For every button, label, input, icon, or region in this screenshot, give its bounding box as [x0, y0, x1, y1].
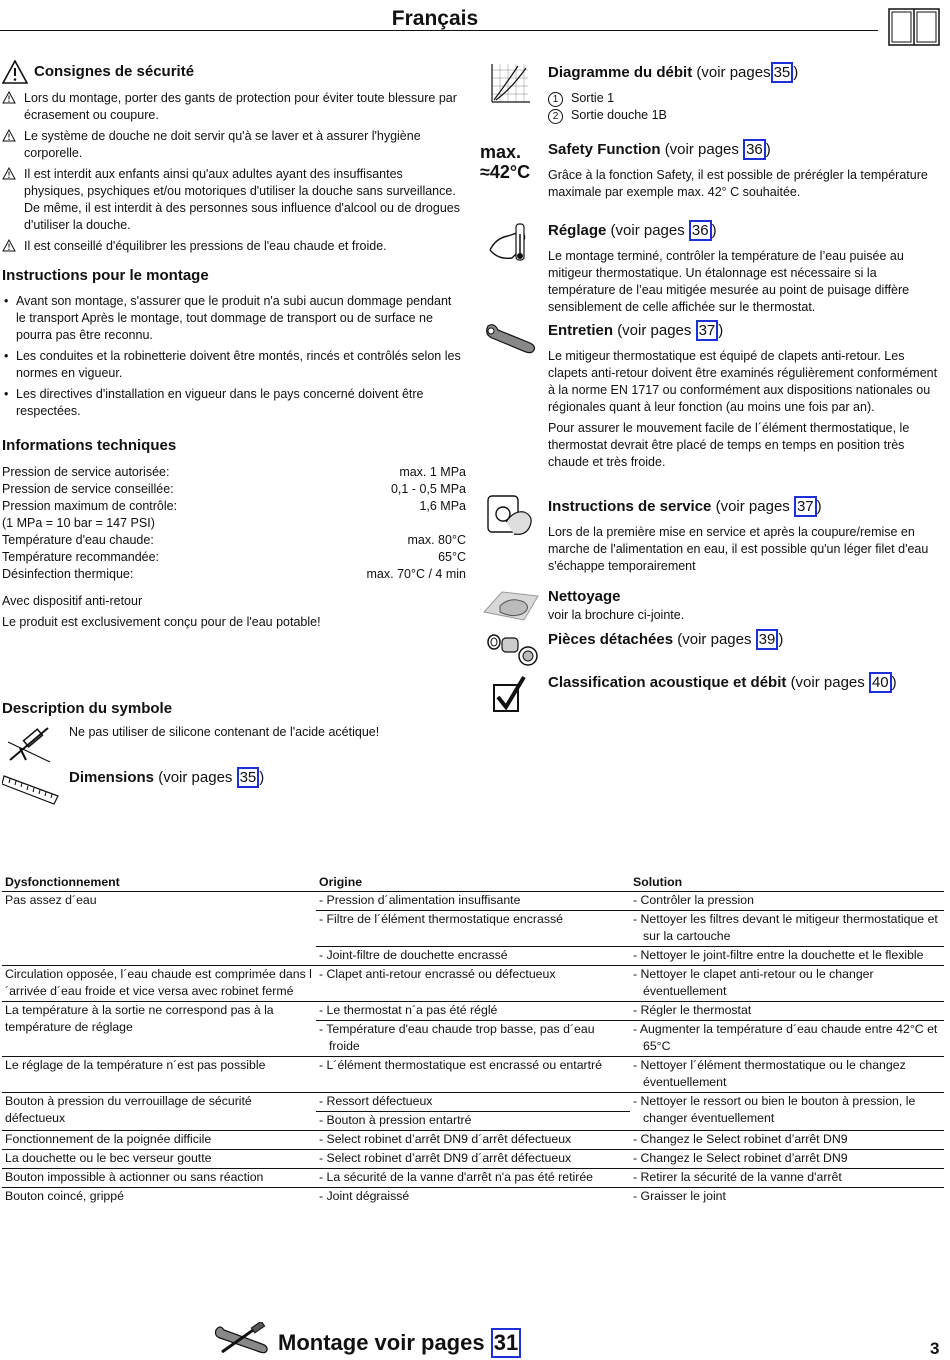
service-page-link[interactable]: 37 — [794, 496, 817, 517]
thermometer-hand-icon — [486, 220, 534, 266]
dimensions-page-link[interactable]: 35 — [237, 767, 260, 788]
wrench-icon — [482, 318, 538, 358]
origin-cell: - Filtre de l´élément thermostatique encrassé — [316, 911, 630, 947]
cloth-icon — [480, 586, 542, 622]
safety-fn-ref: (voir pages — [664, 141, 739, 158]
solution-cell: - Contrôler la pression — [630, 892, 944, 911]
safety-item — [2, 238, 464, 255]
mounting-section — [2, 266, 464, 424]
header-problem: Dysfonctionnement — [2, 874, 316, 892]
reglage-title: Réglage — [548, 222, 607, 239]
legend-label: Sortie 1 — [571, 91, 615, 105]
footer-mounting-title — [278, 1328, 521, 1358]
small-warning-icon — [2, 129, 16, 142]
tech-row — [2, 481, 466, 498]
mounting-title: Instructions pour le montage — [2, 267, 209, 284]
tech-value: max. 70°C / 4 min — [366, 567, 466, 581]
safety-fn-page-link[interactable]: 36 — [743, 139, 766, 160]
table-row — [2, 1188, 944, 1207]
silicone-gun-icon — [6, 722, 52, 764]
tech-label: Pression de service conseillée: — [2, 482, 174, 496]
reglage-page-link[interactable]: 36 — [689, 220, 712, 241]
entretien-text: Pour assurer le mouvement facile de l´élément thermostatique, le thermostat devrait être placé de temps en temps en position très chaude et très froide. — [548, 421, 910, 469]
mounting-item: • Les conduites et la robinetterie doivent être montés, rincés et contrôlés selon les normes en vigueur. — [2, 348, 464, 382]
solution-cell: - Changez le Select robinet d’arrêt DN9 — [630, 1131, 944, 1150]
reglage-text: Le montage terminé, contrôler la température de l’eau puisée au mitigeur thermostatique. Un étalonnage est nécessaire si la température de l’eau mitigée mesurée au point de puisage diffère sensiblement de celle affichée sur le thermostat. — [548, 249, 910, 314]
table-row — [2, 966, 944, 1002]
max-temp-line1: max. — [480, 142, 522, 162]
solution-cell: - Augmenter la température d´eau chaude entre 42°C et 65°C — [630, 1021, 944, 1057]
ruler-icon — [2, 770, 60, 806]
legend-label: Sortie douche 1B — [571, 108, 667, 122]
entretien-title: Entretien — [548, 322, 614, 339]
parts-ref: (voir pages — [677, 631, 752, 648]
header-rule — [0, 30, 878, 31]
service-section — [548, 496, 944, 575]
problem-cell: Circulation opposée, l´eau chaude est comprimée dans l´arrivée d´eau froide et vice versa avec robinet fermé — [2, 966, 316, 1002]
tap-hand-icon — [484, 492, 538, 540]
mounting-item: • Les directives d'installation en vigueur dans le pays concerné doivent être respectées. — [2, 386, 464, 420]
safety-function-section — [548, 139, 944, 201]
tech-note: Avec dispositif anti-retour — [2, 594, 143, 608]
legend-number: 1 — [548, 92, 563, 107]
safety-text: Il est interdit aux enfants ainsi qu'aux adultes ayant des insuffisantes physiques, psychiques et/ou motoriques d'utiliser la douche sans surveillance. De même, il est interdit à des personnes sous influence d'alcool ou de drogues d'utiliser la douche. — [24, 167, 460, 232]
solution-cell: - Graisser le joint — [633, 1189, 726, 1203]
ref-close: ) — [765, 141, 771, 158]
tech-label: Température d'eau chaude: — [2, 533, 154, 547]
safety-item — [2, 90, 464, 124]
checkbox-icon — [492, 675, 526, 713]
small-warning-icon — [2, 91, 16, 104]
solution-cell: - Retirer la sécurité de la vanne d'arrêt — [630, 1169, 944, 1188]
origin-cell: - Select robinet d’arrêt DN9 d´arrêt défectueux — [316, 1150, 630, 1169]
entretien-ref: (voir pages — [617, 322, 692, 339]
problem-cell: Le réglage de la température n´est pas possible — [2, 1057, 316, 1093]
reglage-section — [548, 220, 944, 316]
legend-number: 2 — [548, 109, 563, 124]
safety-fn-title: Safety Function — [548, 141, 661, 158]
safety-title: Consignes de sécurité — [34, 63, 195, 80]
problem-cell: Bouton coincé, grippé — [5, 1189, 124, 1203]
table-row — [2, 1169, 944, 1188]
origin-cell: - Bouton à pression entartré — [316, 1112, 630, 1131]
origin-cell: - Clapet anti-retour encrassé ou défectueux — [316, 966, 630, 1002]
solution-cell: - Nettoyer le joint-filtre entre la douchette et le flexible — [630, 947, 944, 966]
tech-row — [2, 498, 466, 515]
problem-cell: Bouton à pression du verrouillage de sécurité défectueux — [2, 1093, 316, 1131]
spare-parts-icon — [484, 628, 540, 668]
tech-value: 65°C — [438, 550, 466, 564]
safety-item — [2, 166, 464, 234]
safety-item — [2, 128, 464, 162]
dimensions-ref: (voir pages — [158, 769, 233, 786]
tech-note: Le produit est exclusivement conçu pour de l'eau potable! — [2, 615, 321, 629]
tech-row — [2, 532, 466, 549]
acoustic-ref: (voir pages — [790, 674, 865, 691]
flow-legend-2 — [548, 107, 944, 124]
origin-cell: - La sécurité de la vanne d'arrêt n'a pas été retirée — [316, 1169, 630, 1188]
solution-cell: - Régler le thermostat — [630, 1002, 944, 1021]
troubleshooting-table — [2, 874, 944, 1206]
page-number: 3 — [930, 1339, 940, 1358]
tech-label: Pression maximum de contrôle: — [2, 499, 178, 513]
symbol-text: Ne pas utiliser de silicone contenant de l'acide acétique! — [69, 725, 380, 739]
footer-page-link[interactable]: 31 — [491, 1328, 521, 1358]
footer-text: Montage voir pages — [278, 1330, 485, 1355]
symbol-section — [2, 699, 172, 719]
origin-cell: - Joint-filtre de douchette encrassé — [316, 947, 630, 966]
tools-icon — [212, 1322, 270, 1358]
solution-cell: - Nettoyer les filtres devant le mitigeur thermostatique et sur la cartouche — [630, 911, 944, 947]
dimensions-title: Dimensions — [69, 769, 155, 786]
flow-legend-1 — [548, 90, 944, 107]
cleaning-section — [548, 587, 944, 624]
problem-cell: Bouton impossible à actionner ou sans réaction — [2, 1169, 316, 1188]
header-origin: Origine — [316, 874, 630, 892]
origin-cell: - Le thermostat n´a pas été réglé — [316, 1002, 630, 1021]
problem-cell: Fonctionnement de la poignée difficile — [2, 1131, 316, 1150]
flow-ref: (voir pages — [696, 64, 771, 81]
small-warning-icon — [2, 239, 16, 252]
technical-title: Informations techniques — [2, 437, 177, 454]
solution-cell: - Nettoyer le clapet anti-retour ou le changer éventuellement — [630, 966, 944, 1002]
page-language-title: Français — [391, 7, 479, 30]
small-warning-icon — [2, 167, 16, 180]
ref-close: ) — [718, 322, 724, 339]
tech-row — [2, 549, 466, 566]
origin-cell: - Pression d´alimentation insuffisante — [316, 892, 630, 911]
table-row — [2, 1093, 944, 1112]
origin-cell: - L´élément thermostatique est encrassé ou entartré — [316, 1057, 630, 1093]
safety-fn-text: Grâce à la fonction Safety, il est possible de prérégler la température maximale par exemple max. 42° C souhaitée. — [548, 168, 928, 199]
origin-cell: - Température d'eau chaude trop basse, pas d´eau froide — [316, 1021, 630, 1057]
solution-cell: - Changez le Select robinet d’arrêt DN9 — [630, 1150, 944, 1169]
reglage-ref: (voir pages — [610, 222, 685, 239]
tech-value: 1,6 MPa — [419, 499, 466, 513]
max-temp-line2: ≈42°C — [480, 162, 531, 182]
origin-cell: - Joint dégraissé — [319, 1189, 410, 1203]
mounting-item: • Avant son montage, s'assurer que le produit n'a subi aucun dommage pendant le transport Après le montage, tout dommage de transport ou de surface ne pourra pas être reconnu. — [2, 293, 464, 344]
cleaning-title: Nettoyage — [548, 588, 621, 605]
ref-close: ) — [816, 498, 822, 515]
dimensions-section — [69, 767, 264, 788]
parts-title: Pièces détachées — [548, 631, 674, 648]
parts-page-link[interactable]: 39 — [756, 629, 779, 650]
problem-cell: Pas assez d´eau — [2, 892, 316, 966]
origin-cell: - Select robinet d’arrêt DN9 d´arrêt défectueux — [316, 1131, 630, 1150]
ref-close: ) — [793, 64, 799, 81]
tech-row — [2, 464, 466, 481]
entretien-page-link[interactable]: 37 — [696, 320, 719, 341]
header-solution: Solution — [630, 874, 944, 892]
tech-row — [2, 566, 466, 583]
flow-chart-icon — [488, 62, 532, 106]
warning-icon — [2, 60, 28, 84]
entretien-section — [548, 320, 944, 471]
acoustic-page-link[interactable]: 40 — [869, 672, 892, 693]
tech-value: max. 80°C — [407, 533, 466, 547]
flow-title: Diagramme du débit — [548, 64, 693, 81]
safety-text: Il est conseillé d'équilibrer les pressions de l'eau chaude et froide. — [24, 239, 387, 253]
technical-section — [2, 436, 466, 631]
table-row — [2, 1002, 944, 1021]
safety-section — [2, 60, 464, 259]
table-row — [2, 1057, 944, 1093]
ref-close: ) — [711, 222, 717, 239]
max-temp-icon — [480, 142, 530, 182]
cleaning-text: voir la brochure ci-jointe. — [548, 608, 685, 622]
safety-text: Lors du montage, porter des gants de protection pour éviter toute blessure par écrasement ou coupure. — [24, 91, 457, 122]
problem-cell: La douchette ou le bec verseur goutte — [2, 1150, 316, 1169]
tech-value: 0,1 - 0,5 MPa — [390, 482, 466, 496]
solution-cell: - Nettoyer le ressort ou bien le bouton à pression, le changer éventuellement — [630, 1093, 944, 1131]
table-header-row — [2, 874, 944, 892]
table-row — [2, 892, 944, 911]
flow-page-link[interactable]: 35 — [771, 62, 794, 83]
flow-section — [548, 62, 944, 124]
tech-label: Pression de service autorisée: — [2, 465, 170, 479]
table-row — [2, 1150, 944, 1169]
solution-cell: - Nettoyer l´élément thermostatique ou le changez éventuellement — [630, 1057, 944, 1093]
table-row — [2, 1131, 944, 1150]
entretien-text: Le mitigeur thermostatique est équipé de clapets anti-retour. Les clapets anti-retour doivent être examinés régulièrement conformément à la norme EN 1717 ou conformément aux dispositions nationales ou régionales quant à leur fonction (au moins une fois par an). — [548, 349, 938, 414]
ref-close: ) — [259, 769, 265, 786]
ref-close: ) — [778, 631, 784, 648]
service-text: Lors de la première mise en service et après la coupure/remise en marche de l'alimentation en eau, il est possible qu'un léger filet d'eau s'échappe temporairement — [548, 525, 929, 573]
service-ref: (voir pages — [715, 498, 790, 515]
parts-section — [548, 629, 944, 650]
origin-cell: - Ressort défectueux — [316, 1093, 630, 1112]
tech-label: Température recommandée: — [2, 550, 160, 564]
symbol-title: Description du symbole — [2, 700, 173, 717]
ref-close: ) — [891, 674, 897, 691]
acoustic-title: Classification acoustique et débit — [548, 674, 787, 691]
tech-label: Désinfection thermique: — [2, 567, 134, 581]
book-icon — [888, 8, 940, 46]
acoustic-section — [548, 672, 944, 693]
tech-label: (1 MPa = 10 bar = 147 PSI) — [2, 516, 155, 530]
tech-value: max. 1 MPa — [399, 465, 466, 479]
problem-cell: La température à la sortie ne correspond pas à la température de réglage — [2, 1002, 316, 1057]
tech-row — [2, 515, 466, 532]
safety-text: Le système de douche ne doit servir qu'à se laver et à assurer l'hygiène corporelle. — [24, 129, 421, 160]
service-title: Instructions de service — [548, 498, 712, 515]
